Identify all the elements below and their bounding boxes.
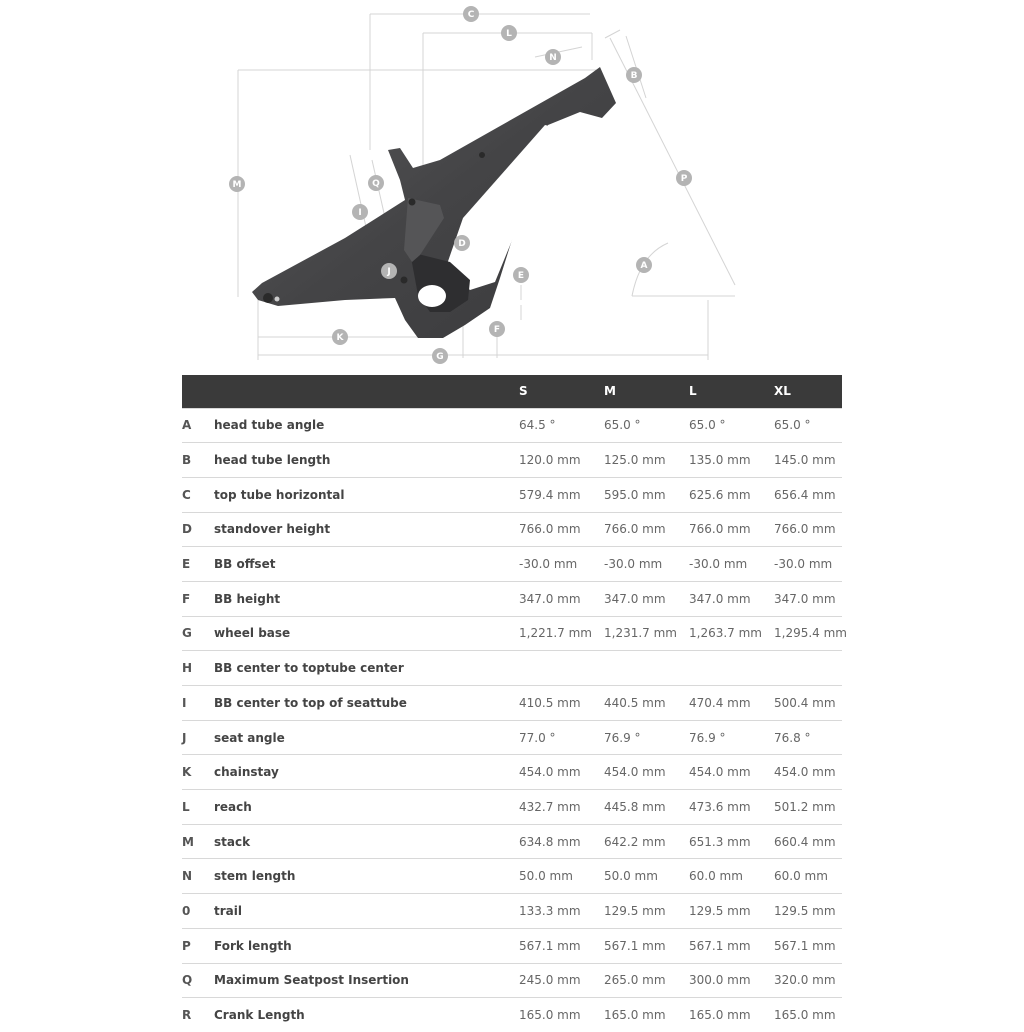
row-value: 454.0 mm — [774, 755, 842, 790]
svg-text:C: C — [467, 10, 475, 20]
table-row — [182, 755, 842, 790]
header-size-s: S — [519, 384, 528, 399]
row-value: 165.0 mm — [774, 998, 842, 1032]
svg-text:E: E — [517, 271, 525, 281]
row-value: 567.1 mm — [774, 928, 842, 963]
row-value: 766.0 mm — [604, 512, 689, 547]
table-row — [182, 894, 842, 929]
row-value: 77.0 ° — [519, 720, 604, 755]
svg-text:D: D — [458, 239, 466, 249]
row-name: BB height — [214, 581, 519, 616]
row-value: 120.0 mm — [519, 443, 604, 478]
row-name: wheel base — [214, 616, 519, 651]
row-value: 567.1 mm — [519, 928, 604, 963]
row-value: 347.0 mm — [604, 581, 689, 616]
dim-label-m — [229, 176, 245, 192]
row-value: 651.3 mm — [689, 824, 774, 859]
row-value — [519, 651, 604, 686]
row-name: top tube horizontal — [214, 477, 519, 512]
row-value: 129.5 mm — [774, 894, 842, 929]
row-name: trail — [214, 894, 519, 929]
row-name: BB center to toptube center — [214, 651, 519, 686]
table-row — [182, 547, 842, 582]
row-value: -30.0 mm — [774, 547, 842, 582]
row-name: head tube angle — [214, 408, 519, 443]
dim-label-a — [636, 257, 652, 273]
row-value: 500.4 mm — [774, 686, 842, 721]
row-value: 300.0 mm — [689, 963, 774, 998]
dim-label-q — [368, 175, 384, 191]
row-name: chainstay — [214, 755, 519, 790]
header-size-m: M — [604, 384, 616, 399]
row-value: 660.4 mm — [774, 824, 842, 859]
table-row — [182, 477, 842, 512]
row-value: 625.6 mm — [689, 477, 774, 512]
row-name: BB center to top of seattube — [214, 686, 519, 721]
row-value: 656.4 mm — [774, 477, 842, 512]
row-code: C — [182, 477, 214, 512]
row-name: Maximum Seatpost Insertion — [214, 963, 519, 998]
row-value: -30.0 mm — [604, 547, 689, 582]
dim-label-e — [513, 267, 529, 283]
row-name: standover height — [214, 512, 519, 547]
row-value — [604, 651, 689, 686]
row-value: 347.0 mm — [519, 581, 604, 616]
row-value: 76.8 ° — [774, 720, 842, 755]
row-name: Crank Length — [214, 998, 519, 1032]
row-value — [774, 651, 842, 686]
row-value: 579.4 mm — [519, 477, 604, 512]
svg-text:B: B — [630, 71, 638, 81]
row-value: 76.9 ° — [604, 720, 689, 755]
svg-text:I: I — [358, 208, 362, 218]
row-value: 145.0 mm — [774, 443, 842, 478]
row-value: 642.2 mm — [604, 824, 689, 859]
table-row — [182, 720, 842, 755]
geometry-diagram — [0, 0, 1024, 375]
row-code: R — [182, 998, 214, 1032]
dim-label-j — [381, 263, 397, 279]
row-code: K — [182, 755, 214, 790]
row-code: L — [182, 790, 214, 825]
row-code: G — [182, 616, 214, 651]
row-value: 50.0 mm — [519, 859, 604, 894]
row-value: 347.0 mm — [774, 581, 842, 616]
row-code: B — [182, 443, 214, 478]
row-value: 65.0 ° — [774, 408, 842, 443]
row-value: -30.0 mm — [689, 547, 774, 582]
row-value: 410.5 mm — [519, 686, 604, 721]
row-name: BB offset — [214, 547, 519, 582]
dim-label-d — [454, 235, 470, 251]
row-value: 265.0 mm — [604, 963, 689, 998]
row-code: D — [182, 512, 214, 547]
bike-frame — [252, 67, 616, 338]
svg-text:F: F — [493, 325, 501, 335]
row-value: 567.1 mm — [604, 928, 689, 963]
table-row — [182, 859, 842, 894]
row-value: 1,295.4 mm — [774, 616, 842, 651]
row-value: 501.2 mm — [774, 790, 842, 825]
table-row — [182, 686, 842, 721]
row-value: 595.0 mm — [604, 477, 689, 512]
row-code: N — [182, 859, 214, 894]
table-row — [182, 581, 842, 616]
dim-label-f — [489, 321, 505, 337]
row-value: -30.0 mm — [519, 547, 604, 582]
row-value: 50.0 mm — [604, 859, 689, 894]
row-code: A — [182, 408, 214, 443]
row-value: 129.5 mm — [689, 894, 774, 929]
table-row — [182, 408, 842, 443]
dim-label-k — [332, 329, 348, 345]
dim-label-c — [463, 6, 479, 22]
row-value: 470.4 mm — [689, 686, 774, 721]
row-code: 0 — [182, 894, 214, 929]
row-value: 1,221.7 mm — [519, 616, 604, 651]
dim-label-n — [545, 49, 561, 65]
svg-text:L: L — [506, 29, 512, 39]
row-value: 133.3 mm — [519, 894, 604, 929]
table-row — [182, 998, 842, 1032]
row-value: 135.0 mm — [689, 443, 774, 478]
row-value: 65.0 ° — [689, 408, 774, 443]
row-value: 165.0 mm — [519, 998, 604, 1032]
row-name: Fork length — [214, 928, 519, 963]
row-name: reach — [214, 790, 519, 825]
row-value: 165.0 mm — [604, 998, 689, 1032]
row-value: 64.5 ° — [519, 408, 604, 443]
row-code: J — [182, 720, 214, 755]
row-code: I — [182, 686, 214, 721]
row-value: 65.0 ° — [604, 408, 689, 443]
row-code: H — [182, 651, 214, 686]
row-name: stack — [214, 824, 519, 859]
svg-text:K: K — [336, 333, 344, 343]
geometry-table — [182, 375, 847, 1032]
row-value: 165.0 mm — [689, 998, 774, 1032]
row-value — [689, 651, 774, 686]
dim-label-p — [676, 170, 692, 186]
table-body — [182, 408, 847, 1032]
svg-text:P: P — [680, 174, 688, 184]
dim-label-l — [501, 25, 517, 41]
row-value: 76.9 ° — [689, 720, 774, 755]
row-value: 1,231.7 mm — [604, 616, 689, 651]
row-value: 634.8 mm — [519, 824, 604, 859]
row-value: 245.0 mm — [519, 963, 604, 998]
table-row — [182, 963, 842, 998]
row-value: 60.0 mm — [774, 859, 842, 894]
row-value: 432.7 mm — [519, 790, 604, 825]
row-value: 440.5 mm — [604, 686, 689, 721]
row-value: 320.0 mm — [774, 963, 842, 998]
row-value: 1,263.7 mm — [689, 616, 774, 651]
table-header-row — [182, 375, 842, 408]
row-code: F — [182, 581, 214, 616]
row-value: 567.1 mm — [689, 928, 774, 963]
table-row — [182, 443, 842, 478]
row-value: 766.0 mm — [774, 512, 842, 547]
svg-text:J: J — [387, 267, 391, 277]
svg-text:A: A — [640, 261, 648, 271]
svg-text:N: N — [549, 53, 557, 63]
table-row — [182, 928, 842, 963]
table-row — [182, 790, 842, 825]
row-value: 129.5 mm — [604, 894, 689, 929]
row-code: P — [182, 928, 214, 963]
row-code: M — [182, 824, 214, 859]
dim-label-i — [352, 204, 368, 220]
dim-label-b — [626, 67, 642, 83]
row-name: stem length — [214, 859, 519, 894]
row-value: 766.0 mm — [689, 512, 774, 547]
header-size-xl: XL — [774, 384, 791, 399]
row-value: 125.0 mm — [604, 443, 689, 478]
row-value: 473.6 mm — [689, 790, 774, 825]
row-value: 454.0 mm — [604, 755, 689, 790]
table-row — [182, 616, 842, 651]
dim-label-g — [432, 348, 448, 364]
header-code — [182, 375, 214, 408]
row-code: E — [182, 547, 214, 582]
row-value: 60.0 mm — [689, 859, 774, 894]
table-row — [182, 512, 842, 547]
svg-text:M: M — [232, 180, 242, 190]
row-code: Q — [182, 963, 214, 998]
row-value: 454.0 mm — [689, 755, 774, 790]
row-value: 445.8 mm — [604, 790, 689, 825]
row-name: seat angle — [214, 720, 519, 755]
row-name: head tube length — [214, 443, 519, 478]
table-row — [182, 824, 842, 859]
svg-text:G: G — [436, 352, 444, 362]
row-value: 766.0 mm — [519, 512, 604, 547]
row-value: 454.0 mm — [519, 755, 604, 790]
header-size-l: L — [689, 384, 697, 399]
table-row — [182, 651, 842, 686]
row-value: 347.0 mm — [689, 581, 774, 616]
header-name — [214, 375, 519, 408]
svg-text:Q: Q — [372, 179, 380, 189]
